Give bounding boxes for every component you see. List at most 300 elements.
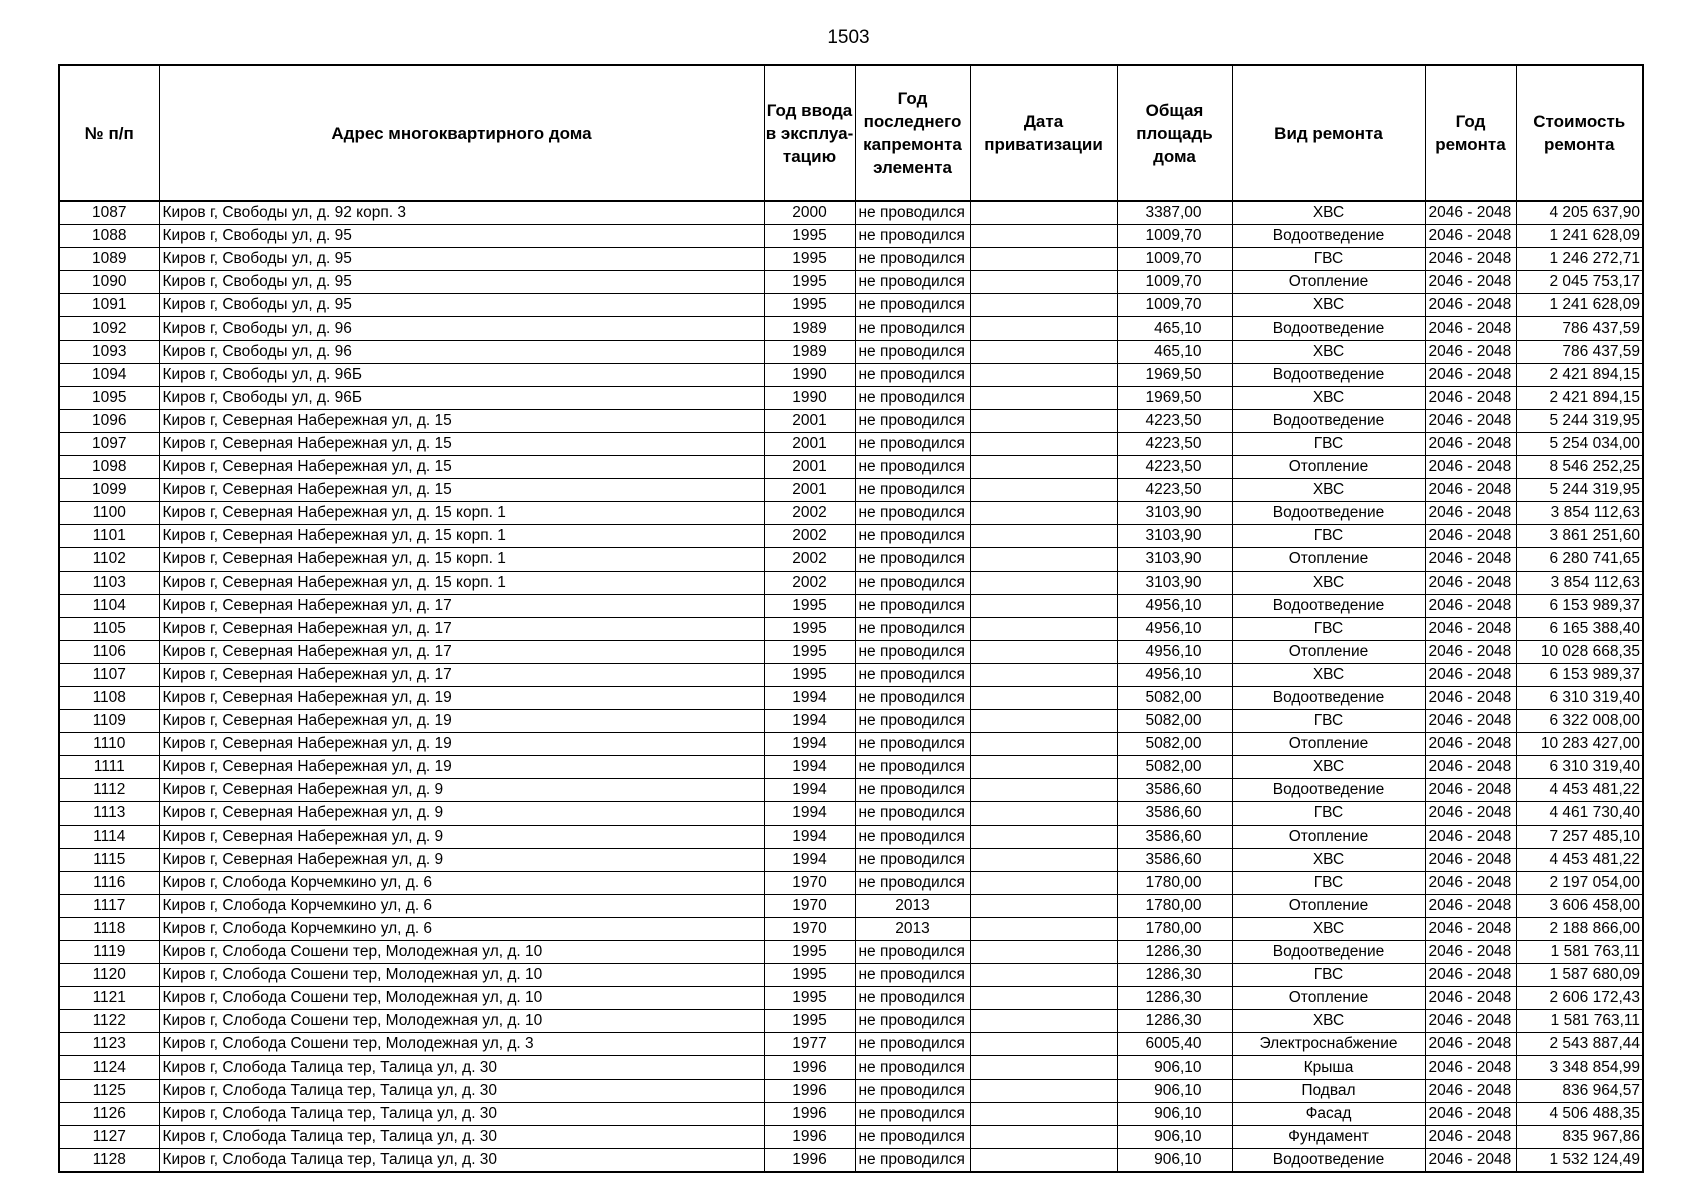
cell-year-built: 2001 <box>764 432 855 455</box>
cell-area: 3103,90 <box>1117 502 1232 525</box>
cell-last-repair: не проводился <box>855 1010 970 1033</box>
cell-cost: 836 964,57 <box>1516 1079 1643 1102</box>
cell-address: Киров г, Северная Набережная ул, д. 15 <box>159 479 764 502</box>
cell-repair-type: ГВС <box>1232 248 1425 271</box>
cell-repair-type: Отопление <box>1232 456 1425 479</box>
cell-address: Киров г, Слобода Корчемкино ул, д. 6 <box>159 894 764 917</box>
cell-num: 1119 <box>59 941 159 964</box>
cell-area: 1286,30 <box>1117 941 1232 964</box>
cell-cost: 1 241 628,09 <box>1516 294 1643 317</box>
cell-repair-type: Водоотведение <box>1232 594 1425 617</box>
cell-num: 1126 <box>59 1102 159 1125</box>
cell-num: 1114 <box>59 825 159 848</box>
cell-cost: 3 854 112,63 <box>1516 502 1643 525</box>
cell-last-repair: не проводился <box>855 594 970 617</box>
cell-address: Киров г, Северная Набережная ул, д. 15 корп. 1 <box>159 571 764 594</box>
cell-cost: 3 606 458,00 <box>1516 894 1643 917</box>
cell-cost: 5 244 319,95 <box>1516 479 1643 502</box>
cell-last-repair: не проводился <box>855 686 970 709</box>
cell-area: 4223,50 <box>1117 409 1232 432</box>
cell-privatization <box>970 456 1117 479</box>
cell-year-built: 1995 <box>764 640 855 663</box>
cell-privatization <box>970 1148 1117 1172</box>
cell-year-built: 2000 <box>764 201 855 225</box>
table-row <box>59 1148 1643 1172</box>
cell-repair-year: 2046 - 2048 <box>1425 663 1516 686</box>
cell-num: 1091 <box>59 294 159 317</box>
cell-num: 1102 <box>59 548 159 571</box>
cell-repair-type: Отопление <box>1232 548 1425 571</box>
cell-address: Киров г, Слобода Талица тер, Талица ул, д. 30 <box>159 1102 764 1125</box>
cell-last-repair: не проводился <box>855 456 970 479</box>
cell-cost: 2 543 887,44 <box>1516 1033 1643 1056</box>
cell-last-repair: не проводился <box>855 964 970 987</box>
cell-privatization <box>970 871 1117 894</box>
cell-privatization <box>970 502 1117 525</box>
cell-last-repair: не проводился <box>855 525 970 548</box>
cell-area: 1286,30 <box>1117 1010 1232 1033</box>
cell-year-built: 1994 <box>764 848 855 871</box>
cell-privatization <box>970 548 1117 571</box>
table-row <box>59 317 1643 340</box>
table-row <box>59 571 1643 594</box>
cell-year-built: 1970 <box>764 917 855 940</box>
cell-address: Киров г, Свободы ул, д. 96Б <box>159 363 764 386</box>
cell-cost: 1 246 272,71 <box>1516 248 1643 271</box>
cell-year-built: 1994 <box>764 686 855 709</box>
cell-repair-type: Водоотведение <box>1232 225 1425 248</box>
cell-area: 1780,00 <box>1117 871 1232 894</box>
cell-area: 3586,60 <box>1117 825 1232 848</box>
cell-num: 1116 <box>59 871 159 894</box>
cell-area: 3103,90 <box>1117 525 1232 548</box>
cell-address: Киров г, Слобода Корчемкино ул, д. 6 <box>159 917 764 940</box>
cell-cost: 4 453 481,22 <box>1516 848 1643 871</box>
cell-year-built: 1994 <box>764 779 855 802</box>
cell-area: 1009,70 <box>1117 294 1232 317</box>
cell-num: 1103 <box>59 571 159 594</box>
table-row <box>59 733 1643 756</box>
cell-privatization <box>970 1079 1117 1102</box>
cell-repair-year: 2046 - 2048 <box>1425 271 1516 294</box>
cell-repair-type: ХВС <box>1232 479 1425 502</box>
cell-repair-year: 2046 - 2048 <box>1425 686 1516 709</box>
cell-address: Киров г, Слобода Сошени тер, Молодежная ул, д. 10 <box>159 987 764 1010</box>
cell-address: Киров г, Свободы ул, д. 96 <box>159 317 764 340</box>
table-row <box>59 225 1643 248</box>
cell-num: 1111 <box>59 756 159 779</box>
cell-year-built: 1996 <box>764 1056 855 1079</box>
header-privatization: Дата приватизации <box>970 65 1117 201</box>
table-row <box>59 848 1643 871</box>
cell-repair-type: ГВС <box>1232 871 1425 894</box>
cell-num: 1117 <box>59 894 159 917</box>
cell-num: 1124 <box>59 1056 159 1079</box>
cell-privatization <box>970 617 1117 640</box>
table-row <box>59 802 1643 825</box>
cell-address: Киров г, Северная Набережная ул, д. 15 корп. 1 <box>159 548 764 571</box>
cell-last-repair: не проводился <box>855 502 970 525</box>
cell-last-repair: не проводился <box>855 363 970 386</box>
cell-cost: 10 283 427,00 <box>1516 733 1643 756</box>
cell-repair-year: 2046 - 2048 <box>1425 848 1516 871</box>
table-row <box>59 525 1643 548</box>
cell-area: 1780,00 <box>1117 894 1232 917</box>
cell-last-repair: не проводился <box>855 756 970 779</box>
cell-cost: 5 254 034,00 <box>1516 432 1643 455</box>
cell-num: 1121 <box>59 987 159 1010</box>
table-row <box>59 1033 1643 1056</box>
cell-repair-type: Отопление <box>1232 271 1425 294</box>
cell-privatization <box>970 340 1117 363</box>
table-row <box>59 825 1643 848</box>
cell-repair-type: Водоотведение <box>1232 941 1425 964</box>
cell-address: Киров г, Северная Набережная ул, д. 15 корп. 1 <box>159 525 764 548</box>
cell-address: Киров г, Северная Набережная ул, д. 19 <box>159 756 764 779</box>
cell-area: 4956,10 <box>1117 640 1232 663</box>
cell-cost: 6 310 319,40 <box>1516 756 1643 779</box>
cell-area: 3586,60 <box>1117 802 1232 825</box>
cell-privatization <box>970 1056 1117 1079</box>
cell-last-repair: не проводился <box>855 571 970 594</box>
cell-cost: 6 322 008,00 <box>1516 710 1643 733</box>
cell-cost: 1 532 124,49 <box>1516 1148 1643 1172</box>
header-year-built: Год ввода в эксплуа-тацию <box>764 65 855 201</box>
cell-address: Киров г, Слобода Талица тер, Талица ул, д. 30 <box>159 1079 764 1102</box>
cell-repair-type: ХВС <box>1232 1010 1425 1033</box>
cell-year-built: 1990 <box>764 386 855 409</box>
cell-cost: 5 244 319,95 <box>1516 409 1643 432</box>
cell-address: Киров г, Слобода Талица тер, Талица ул, д. 30 <box>159 1148 764 1172</box>
cell-last-repair: не проводился <box>855 617 970 640</box>
cell-repair-year: 2046 - 2048 <box>1425 640 1516 663</box>
cell-repair-type: ГВС <box>1232 802 1425 825</box>
cell-year-built: 1995 <box>764 663 855 686</box>
cell-area: 4956,10 <box>1117 617 1232 640</box>
cell-num: 1087 <box>59 201 159 225</box>
table-header-row <box>59 65 1643 201</box>
cell-year-built: 1970 <box>764 871 855 894</box>
cell-privatization <box>970 848 1117 871</box>
header-cost: Стоимость ремонта <box>1516 65 1643 201</box>
cell-last-repair: не проводился <box>855 317 970 340</box>
cell-area: 906,10 <box>1117 1056 1232 1079</box>
cell-address: Киров г, Северная Набережная ул, д. 15 <box>159 409 764 432</box>
cell-last-repair: не проводился <box>855 987 970 1010</box>
cell-num: 1112 <box>59 779 159 802</box>
table-row <box>59 456 1643 479</box>
cell-repair-type: ГВС <box>1232 525 1425 548</box>
cell-last-repair: не проводился <box>855 825 970 848</box>
cell-last-repair: не проводился <box>855 225 970 248</box>
cell-num: 1125 <box>59 1079 159 1102</box>
cell-cost: 4 506 488,35 <box>1516 1102 1643 1125</box>
cell-repair-type: Водоотведение <box>1232 779 1425 802</box>
cell-repair-type: ХВС <box>1232 571 1425 594</box>
cell-privatization <box>970 525 1117 548</box>
table-row <box>59 779 1643 802</box>
cell-cost: 6 310 319,40 <box>1516 686 1643 709</box>
cell-repair-type: ГВС <box>1232 964 1425 987</box>
cell-area: 465,10 <box>1117 317 1232 340</box>
cell-year-built: 1977 <box>764 1033 855 1056</box>
cell-repair-year: 2046 - 2048 <box>1425 733 1516 756</box>
table-row <box>59 640 1643 663</box>
cell-repair-year: 2046 - 2048 <box>1425 409 1516 432</box>
cell-num: 1123 <box>59 1033 159 1056</box>
cell-repair-type: Водоотведение <box>1232 1148 1425 1172</box>
cell-privatization <box>970 825 1117 848</box>
repair-table <box>58 64 1644 1173</box>
cell-last-repair: не проводился <box>855 479 970 502</box>
cell-address: Киров г, Слобода Сошени тер, Молодежная ул, д. 10 <box>159 964 764 987</box>
table-row <box>59 432 1643 455</box>
table-row <box>59 710 1643 733</box>
table-row <box>59 686 1643 709</box>
cell-repair-year: 2046 - 2048 <box>1425 825 1516 848</box>
cell-year-built: 2001 <box>764 479 855 502</box>
cell-last-repair: не проводился <box>855 1148 970 1172</box>
cell-repair-type: ХВС <box>1232 663 1425 686</box>
cell-repair-type: ГВС <box>1232 432 1425 455</box>
cell-year-built: 1994 <box>764 756 855 779</box>
cell-repair-type: Водоотведение <box>1232 317 1425 340</box>
cell-repair-type: ГВС <box>1232 710 1425 733</box>
cell-last-repair: не проводился <box>855 386 970 409</box>
cell-num: 1127 <box>59 1125 159 1148</box>
cell-area: 6005,40 <box>1117 1033 1232 1056</box>
cell-privatization <box>970 386 1117 409</box>
cell-num: 1089 <box>59 248 159 271</box>
cell-repair-year: 2046 - 2048 <box>1425 479 1516 502</box>
cell-privatization <box>970 571 1117 594</box>
cell-address: Киров г, Свободы ул, д. 95 <box>159 225 764 248</box>
cell-cost: 3 348 854,99 <box>1516 1056 1643 1079</box>
cell-repair-year: 2046 - 2048 <box>1425 456 1516 479</box>
cell-address: Киров г, Северная Набережная ул, д. 19 <box>159 686 764 709</box>
table-row <box>59 409 1643 432</box>
table-body <box>59 201 1643 1172</box>
cell-year-built: 2002 <box>764 525 855 548</box>
cell-area: 906,10 <box>1117 1125 1232 1148</box>
cell-area: 906,10 <box>1117 1079 1232 1102</box>
cell-cost: 1 241 628,09 <box>1516 225 1643 248</box>
cell-area: 4223,50 <box>1117 456 1232 479</box>
cell-last-repair: не проводился <box>855 1102 970 1125</box>
cell-num: 1096 <box>59 409 159 432</box>
cell-repair-year: 2046 - 2048 <box>1425 964 1516 987</box>
cell-repair-year: 2046 - 2048 <box>1425 248 1516 271</box>
cell-cost: 2 421 894,15 <box>1516 386 1643 409</box>
cell-cost: 6 280 741,65 <box>1516 548 1643 571</box>
cell-last-repair: не проводился <box>855 663 970 686</box>
cell-repair-year: 2046 - 2048 <box>1425 317 1516 340</box>
cell-address: Киров г, Северная Набережная ул, д. 9 <box>159 802 764 825</box>
cell-repair-type: Отопление <box>1232 640 1425 663</box>
cell-year-built: 2002 <box>764 571 855 594</box>
cell-privatization <box>970 594 1117 617</box>
table-row <box>59 294 1643 317</box>
cell-address: Киров г, Северная Набережная ул, д. 9 <box>159 779 764 802</box>
cell-repair-year: 2046 - 2048 <box>1425 710 1516 733</box>
table-row <box>59 894 1643 917</box>
cell-area: 5082,00 <box>1117 710 1232 733</box>
cell-year-built: 1995 <box>764 248 855 271</box>
cell-area: 3103,90 <box>1117 571 1232 594</box>
cell-repair-year: 2046 - 2048 <box>1425 1079 1516 1102</box>
cell-num: 1099 <box>59 479 159 502</box>
cell-num: 1093 <box>59 340 159 363</box>
cell-num: 1108 <box>59 686 159 709</box>
cell-num: 1088 <box>59 225 159 248</box>
cell-num: 1113 <box>59 802 159 825</box>
cell-address: Киров г, Свободы ул, д. 95 <box>159 248 764 271</box>
cell-address: Киров г, Свободы ул, д. 96Б <box>159 386 764 409</box>
cell-area: 5082,00 <box>1117 733 1232 756</box>
cell-address: Киров г, Северная Набережная ул, д. 19 <box>159 733 764 756</box>
table-row <box>59 617 1643 640</box>
cell-address: Киров г, Северная Набережная ул, д. 17 <box>159 640 764 663</box>
cell-repair-year: 2046 - 2048 <box>1425 779 1516 802</box>
header-repair-type: Вид ремонта <box>1232 65 1425 201</box>
cell-area: 906,10 <box>1117 1102 1232 1125</box>
cell-address: Киров г, Слобода Сошени тер, Молодежная ул, д. 10 <box>159 1010 764 1033</box>
cell-num: 1107 <box>59 663 159 686</box>
cell-repair-type: Водоотведение <box>1232 409 1425 432</box>
cell-repair-type: Электроснабжение <box>1232 1033 1425 1056</box>
cell-address: Киров г, Слобода Талица тер, Талица ул, д. 30 <box>159 1125 764 1148</box>
cell-repair-year: 2046 - 2048 <box>1425 225 1516 248</box>
table-row <box>59 1125 1643 1148</box>
cell-cost: 2 197 054,00 <box>1516 871 1643 894</box>
cell-num: 1101 <box>59 525 159 548</box>
cell-year-built: 1994 <box>764 825 855 848</box>
header-num: № п/п <box>59 65 159 201</box>
cell-privatization <box>970 317 1117 340</box>
cell-num: 1094 <box>59 363 159 386</box>
cell-privatization <box>970 432 1117 455</box>
cell-repair-year: 2046 - 2048 <box>1425 294 1516 317</box>
cell-privatization <box>970 1102 1117 1125</box>
cell-address: Киров г, Северная Набережная ул, д. 9 <box>159 848 764 871</box>
table-row <box>59 987 1643 1010</box>
cell-year-built: 1995 <box>764 617 855 640</box>
cell-year-built: 1995 <box>764 941 855 964</box>
cell-address: Киров г, Свободы ул, д. 95 <box>159 271 764 294</box>
cell-repair-type: Отопление <box>1232 733 1425 756</box>
cell-num: 1105 <box>59 617 159 640</box>
cell-repair-year: 2046 - 2048 <box>1425 894 1516 917</box>
table-row <box>59 479 1643 502</box>
table-row <box>59 386 1643 409</box>
table-row <box>59 548 1643 571</box>
cell-area: 1009,70 <box>1117 271 1232 294</box>
cell-repair-type: Отопление <box>1232 894 1425 917</box>
cell-address: Киров г, Северная Набережная ул, д. 15 <box>159 432 764 455</box>
cell-privatization <box>970 941 1117 964</box>
cell-num: 1120 <box>59 964 159 987</box>
table-row <box>59 1010 1643 1033</box>
cell-num: 1109 <box>59 710 159 733</box>
cell-area: 4223,50 <box>1117 479 1232 502</box>
table-row <box>59 363 1643 386</box>
cell-year-built: 2001 <box>764 409 855 432</box>
table-row <box>59 941 1643 964</box>
cell-year-built: 1995 <box>764 294 855 317</box>
cell-year-built: 1995 <box>764 964 855 987</box>
cell-area: 1009,70 <box>1117 225 1232 248</box>
cell-year-built: 1994 <box>764 802 855 825</box>
cell-repair-year: 2046 - 2048 <box>1425 548 1516 571</box>
cell-last-repair: не проводился <box>855 941 970 964</box>
cell-num: 1095 <box>59 386 159 409</box>
cell-privatization <box>970 225 1117 248</box>
cell-cost: 4 205 637,90 <box>1516 201 1643 225</box>
cell-privatization <box>970 663 1117 686</box>
cell-year-built: 1996 <box>764 1102 855 1125</box>
cell-cost: 2 606 172,43 <box>1516 987 1643 1010</box>
cell-area: 4956,10 <box>1117 594 1232 617</box>
cell-repair-year: 2046 - 2048 <box>1425 201 1516 225</box>
cell-cost: 4 453 481,22 <box>1516 779 1643 802</box>
cell-address: Киров г, Северная Набережная ул, д. 15 корп. 1 <box>159 502 764 525</box>
cell-privatization <box>970 1010 1117 1033</box>
cell-year-built: 1989 <box>764 340 855 363</box>
cell-privatization <box>970 894 1117 917</box>
cell-repair-year: 2046 - 2048 <box>1425 1010 1516 1033</box>
cell-privatization <box>970 640 1117 663</box>
cell-cost: 1 581 763,11 <box>1516 941 1643 964</box>
cell-area: 1780,00 <box>1117 917 1232 940</box>
cell-address: Киров г, Слобода Сошени тер, Молодежная ул, д. 10 <box>159 941 764 964</box>
cell-last-repair: 2013 <box>855 917 970 940</box>
table-row <box>59 1102 1643 1125</box>
cell-num: 1118 <box>59 917 159 940</box>
header-last-repair: Год последнего капремонта элемента <box>855 65 970 201</box>
cell-num: 1106 <box>59 640 159 663</box>
cell-privatization <box>970 802 1117 825</box>
cell-cost: 6 153 989,37 <box>1516 594 1643 617</box>
cell-area: 5082,00 <box>1117 686 1232 709</box>
cell-num: 1100 <box>59 502 159 525</box>
cell-address: Киров г, Свободы ул, д. 96 <box>159 340 764 363</box>
table-row <box>59 248 1643 271</box>
cell-year-built: 1996 <box>764 1079 855 1102</box>
cell-num: 1090 <box>59 271 159 294</box>
cell-repair-year: 2046 - 2048 <box>1425 432 1516 455</box>
cell-privatization <box>970 686 1117 709</box>
cell-year-built: 1995 <box>764 1010 855 1033</box>
cell-cost: 6 153 989,37 <box>1516 663 1643 686</box>
cell-last-repair: не проводился <box>855 409 970 432</box>
table-row <box>59 871 1643 894</box>
cell-repair-type: Подвал <box>1232 1079 1425 1102</box>
cell-address: Киров г, Северная Набережная ул, д. 15 <box>159 456 764 479</box>
cell-cost: 3 861 251,60 <box>1516 525 1643 548</box>
cell-address: Киров г, Северная Набережная ул, д. 17 <box>159 663 764 686</box>
cell-year-built: 2002 <box>764 502 855 525</box>
cell-repair-year: 2046 - 2048 <box>1425 340 1516 363</box>
cell-privatization <box>970 987 1117 1010</box>
cell-area: 1286,30 <box>1117 964 1232 987</box>
cell-area: 906,10 <box>1117 1148 1232 1172</box>
cell-privatization <box>970 917 1117 940</box>
cell-address: Киров г, Северная Набережная ул, д. 17 <box>159 617 764 640</box>
cell-privatization <box>970 710 1117 733</box>
cell-last-repair: не проводился <box>855 848 970 871</box>
cell-year-built: 1989 <box>764 317 855 340</box>
table-row <box>59 271 1643 294</box>
